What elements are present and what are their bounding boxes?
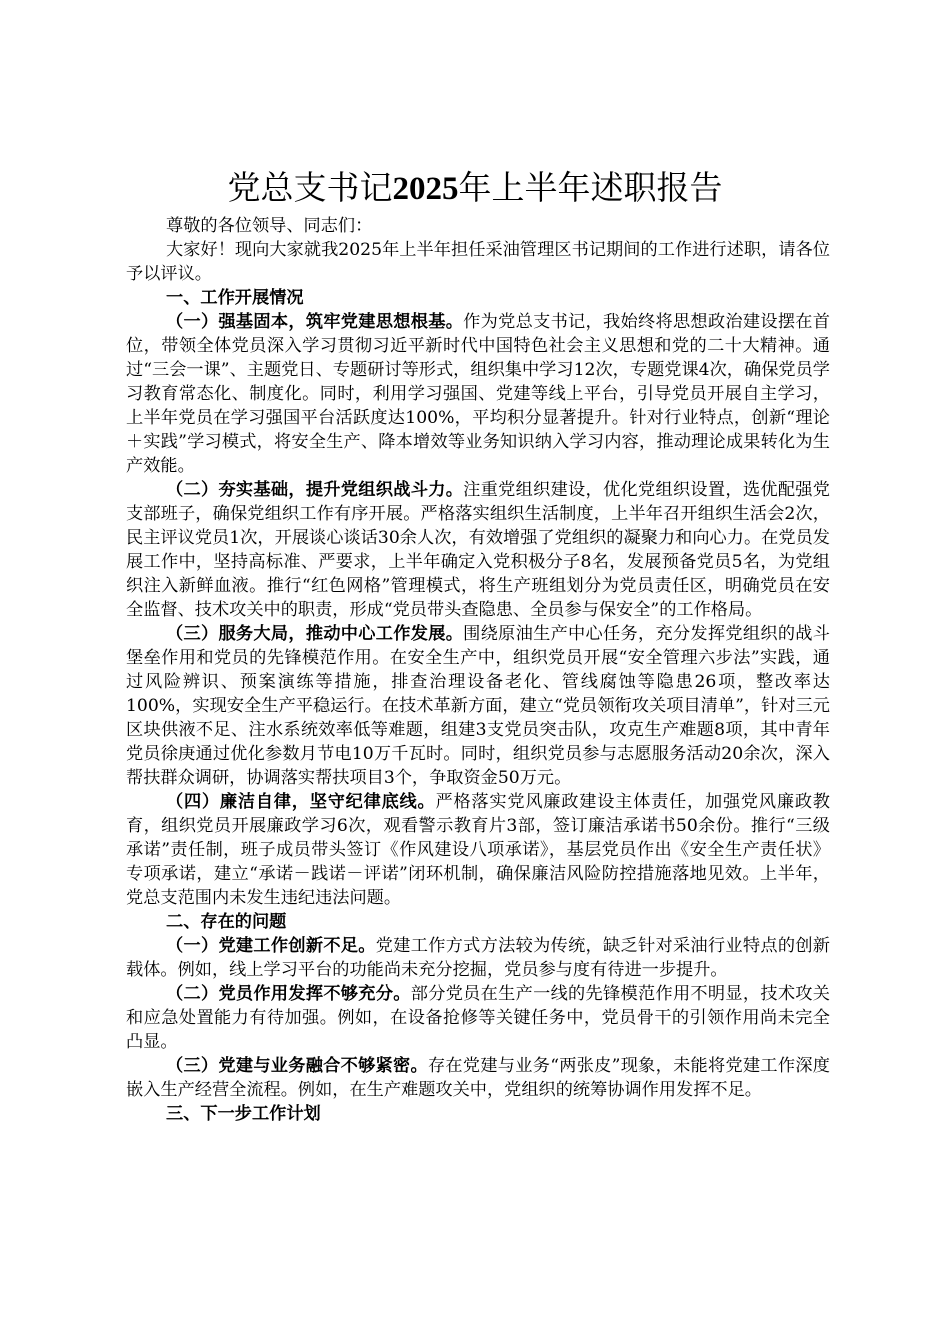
salutation: 尊敬的各位领导、同志们： [166,216,373,236]
paragraph-text: 存在党建与业务“两张皮”现象，未能将党建工作深度嵌入生产经营全流程。例如，在生产难题攻关中，党组织的统筹协调作用发挥不足。 [126,1056,830,1100]
section-heading-2: 二、存在的问题 [166,912,287,932]
paragraph-lead: （三）党建与业务融合不够紧密。 [166,1056,428,1076]
paragraph-text: 作为党总支书记，我始终将思想政治建设摆在首位，带领全体党员深入学习贯彻习近平新时代中国特色社会主义思想和党的二十大精神。通过“三会一课”、主题党日、专题研讨等形式，组织集中学习12次，专题党课4次，确保党员学习教育常态化、制度化。同时，利用学习强国、党建等线上平台，引导党员开展自主学习，上半年党员在学习强国平台活跃度达100%，平均积分显著提升。针对行业特点，创新“理论＋实践”学习模式，将安全生产、降本增效等业务知识纳入学习内容，推动理论成果转化为生产效能。 [126,312,830,476]
paragraph-lead: （二）夯实基础，提升党组织战斗力。 [166,480,464,500]
title-suffix: 年上半年述职报告 [458,168,723,207]
paragraph-text: 围绕原油生产中心任务，充分发挥党组织的战斗堡垒作用和党员的先锋模范作用。在安全生产中，组织党员开展“安全管理六步法”实践，通过风险辨识、预案演练等措施，排查治理设备老化、管线腐蚀等隐患26项，整改率达100%，实现安全生产平稳运行。在技术革新方面，建立“党员领衔攻关项目清单”，针对三元区块供液不足、注水系统效率低等难题，组建3支党员突击队，攻克生产难题8项，其中青年党员徐庚通过优化参数月节电10万千瓦时。同时，组织党员参与志愿服务活动20余次，深入帮扶群众调研，协调落实帮扶项目3个，争取资金50万元。 [126,624,830,788]
section-heading-1: 一、工作开展情况 [166,288,304,308]
title-prefix: 党总支书记 [227,168,393,207]
paragraph-text: 党建工作方式方法较为传统，缺乏针对采油行业特点的创新载体。例如，线上学习平台的功能尚未充分挖掘，党员参与度有待进一步提升。 [126,936,830,980]
paragraph-text: 部分党员在生产一线的先锋模范作用不明显，技术攻关和应急处置能力有待加强。例如，在设备抢修等关键任务中，党员骨干的引领作用尚未完全凸显。 [126,984,830,1052]
paragraph-lead: （一）党建工作创新不足。 [166,936,376,956]
paragraph-2-1 [126,934,830,982]
section-heading-3: 三、下一步工作计划 [166,1104,321,1124]
paragraph-lead: （二）党员作用发挥不够充分。 [166,984,411,1004]
paragraph-text: 严格落实党风廉政建设主体责任，加强党风廉政教育，组织党员开展廉政学习6次，观看警示教育片3部，签订廉洁承诺书50余份。推行“三级承诺”责任制，班子成员带头签订《作风建设八项承诺》，基层党员作出《安全生产责任状》专项承诺，建立“承诺－践诺－评诺”闭环机制，确保廉洁风险防控措施落地见效。上半年，党总支范围内未发生违纪违法问题。 [126,792,830,908]
paragraph-lead: （三）服务大局，推动中心工作发展。 [166,624,464,644]
paragraph-1-2 [126,478,830,622]
intro-paragraph: 大家好！现向大家就我2025年上半年担任采油管理区书记期间的工作进行述职，请各位予以评议。 [126,240,830,284]
document-body [126,214,830,1126]
paragraph-lead: （一）强基固本，筑牢党建思想根基。 [166,312,464,332]
paragraph-1-4 [126,790,830,910]
title-year: 2025 [392,171,459,207]
paragraph-2-2 [126,982,830,1054]
paragraph-lead: （四）廉洁自律，坚守纪律底线。 [166,792,436,812]
document-title [0,166,950,211]
paragraph-2-3 [126,1054,830,1102]
paragraph-1-3 [126,622,830,790]
paragraph-text: 注重党组织建设，优化党组织设置，选优配强党支部班子，确保党组织工作有序开展。严格落实组织生活制度，上半年召开组织生活会2次，民主评议党员1次，开展谈心谈话30余人次，有效增强了党组织的凝聚力和向心力。在党员发展工作中，坚持高标准、严要求，上半年确定入党积极分子8名，发展预备党员5名，为党组织注入新鲜血液。推行“红色网格”管理模式，将生产班组划分为党员责任区，明确党员在安全监督、技术攻关中的职责，形成“党员带头查隐患、全员参与保安全”的工作格局。 [126,480,830,620]
paragraph-1-1 [126,310,830,478]
